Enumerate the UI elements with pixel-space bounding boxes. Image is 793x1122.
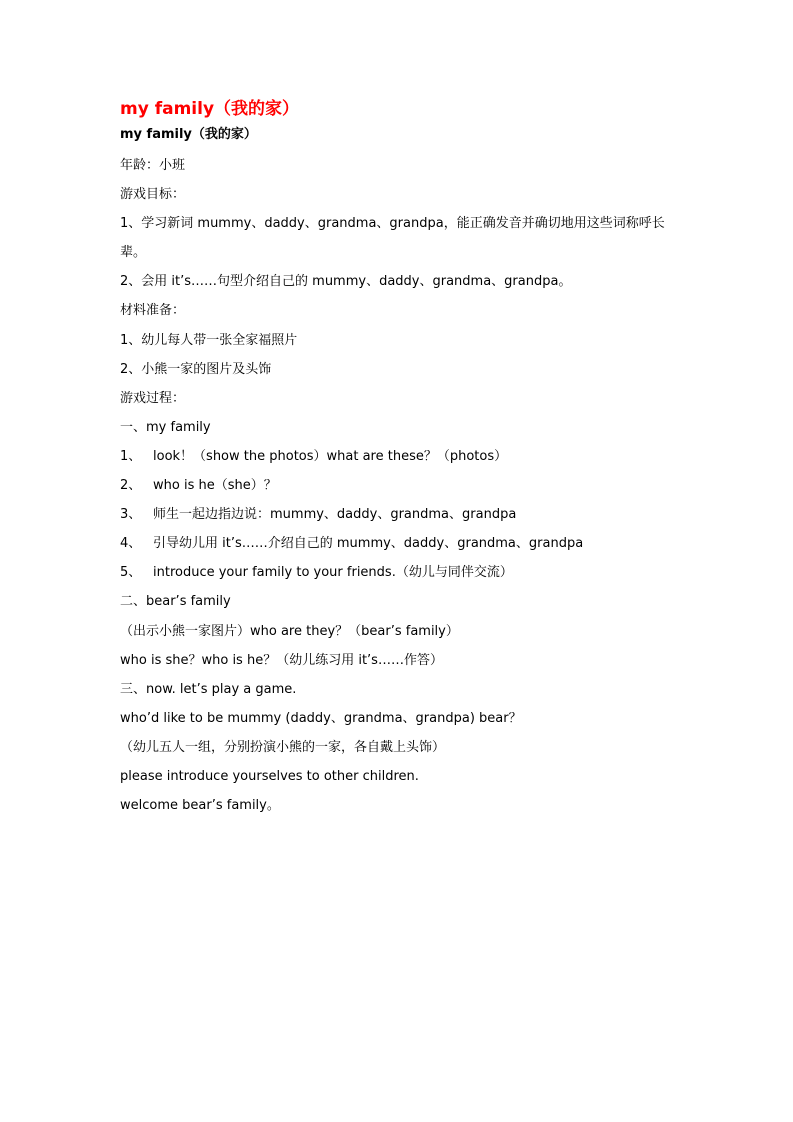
section-2-heading: 二、bear’s family <box>120 594 231 610</box>
step-number: 2、 <box>120 478 142 494</box>
step-item <box>120 529 680 558</box>
document-title: my family（我的家） <box>120 99 300 119</box>
step-item <box>120 442 680 471</box>
step-text: 引导幼儿用 it’s……介绍自己的 mummy、daddy、grandma、grandpa <box>153 536 584 552</box>
step-number: 5、 <box>120 565 142 581</box>
section-2-line-1: （出示小熊一家图片）who are they？（bear’s family） <box>120 623 459 639</box>
step-text: 师生一起边指边说：mummy、daddy、grandma、grandpa <box>153 507 517 523</box>
document-body <box>120 151 680 820</box>
document-subtitle: my family（我的家） <box>120 127 257 142</box>
materials-heading: 材料准备： <box>120 303 186 319</box>
material-2: 2、小熊一家的图片及头饰 <box>120 361 272 377</box>
goals-heading: 游戏目标： <box>120 187 186 203</box>
section-3-line-3: please introduce yourselves to other children. <box>120 768 419 784</box>
section-3-line-4: welcome bear’s family。 <box>120 798 280 814</box>
goal-1-line-1: 1、学习新词 mummy、daddy、grandma、grandpa，能正确发音并确切地用这些词称呼长 <box>120 216 665 232</box>
step-number: 4、 <box>120 536 142 552</box>
section-3-line-2: （幼儿五人一组，分别扮演小熊的一家，各自戴上头饰） <box>120 739 446 755</box>
age-line: 年龄：小班 <box>120 158 186 173</box>
process-heading: 游戏过程： <box>120 390 186 406</box>
section-3-line-1: who’d like to be mummy (daddy、grandma、grandpa) bear？ <box>120 710 522 726</box>
step-item <box>120 558 680 587</box>
step-item <box>120 500 680 529</box>
step-number: 1、 <box>120 448 142 464</box>
section-3-heading: 三、now. let’s play a game. <box>120 681 297 697</box>
goal-1-line-2: 辈。 <box>120 245 147 261</box>
section-1-heading: 一、my family <box>120 419 211 435</box>
step-number: 3、 <box>120 507 142 523</box>
step-item <box>120 471 680 500</box>
step-text: introduce your family to your friends.（幼儿与同伴交流） <box>153 565 513 581</box>
material-1: 1、幼儿每人带一张全家福照片 <box>120 332 298 348</box>
section-2-line-2: who is she？who is he？（幼儿练习用 it’s……作答） <box>120 652 443 668</box>
step-text: who is he（she）？ <box>153 478 277 494</box>
step-text: look！（show the photos）what are these？（photos） <box>153 448 508 464</box>
goal-2: 2、会用 it’s……句型介绍自己的 mummy、daddy、grandma、grandpa。 <box>120 274 572 290</box>
